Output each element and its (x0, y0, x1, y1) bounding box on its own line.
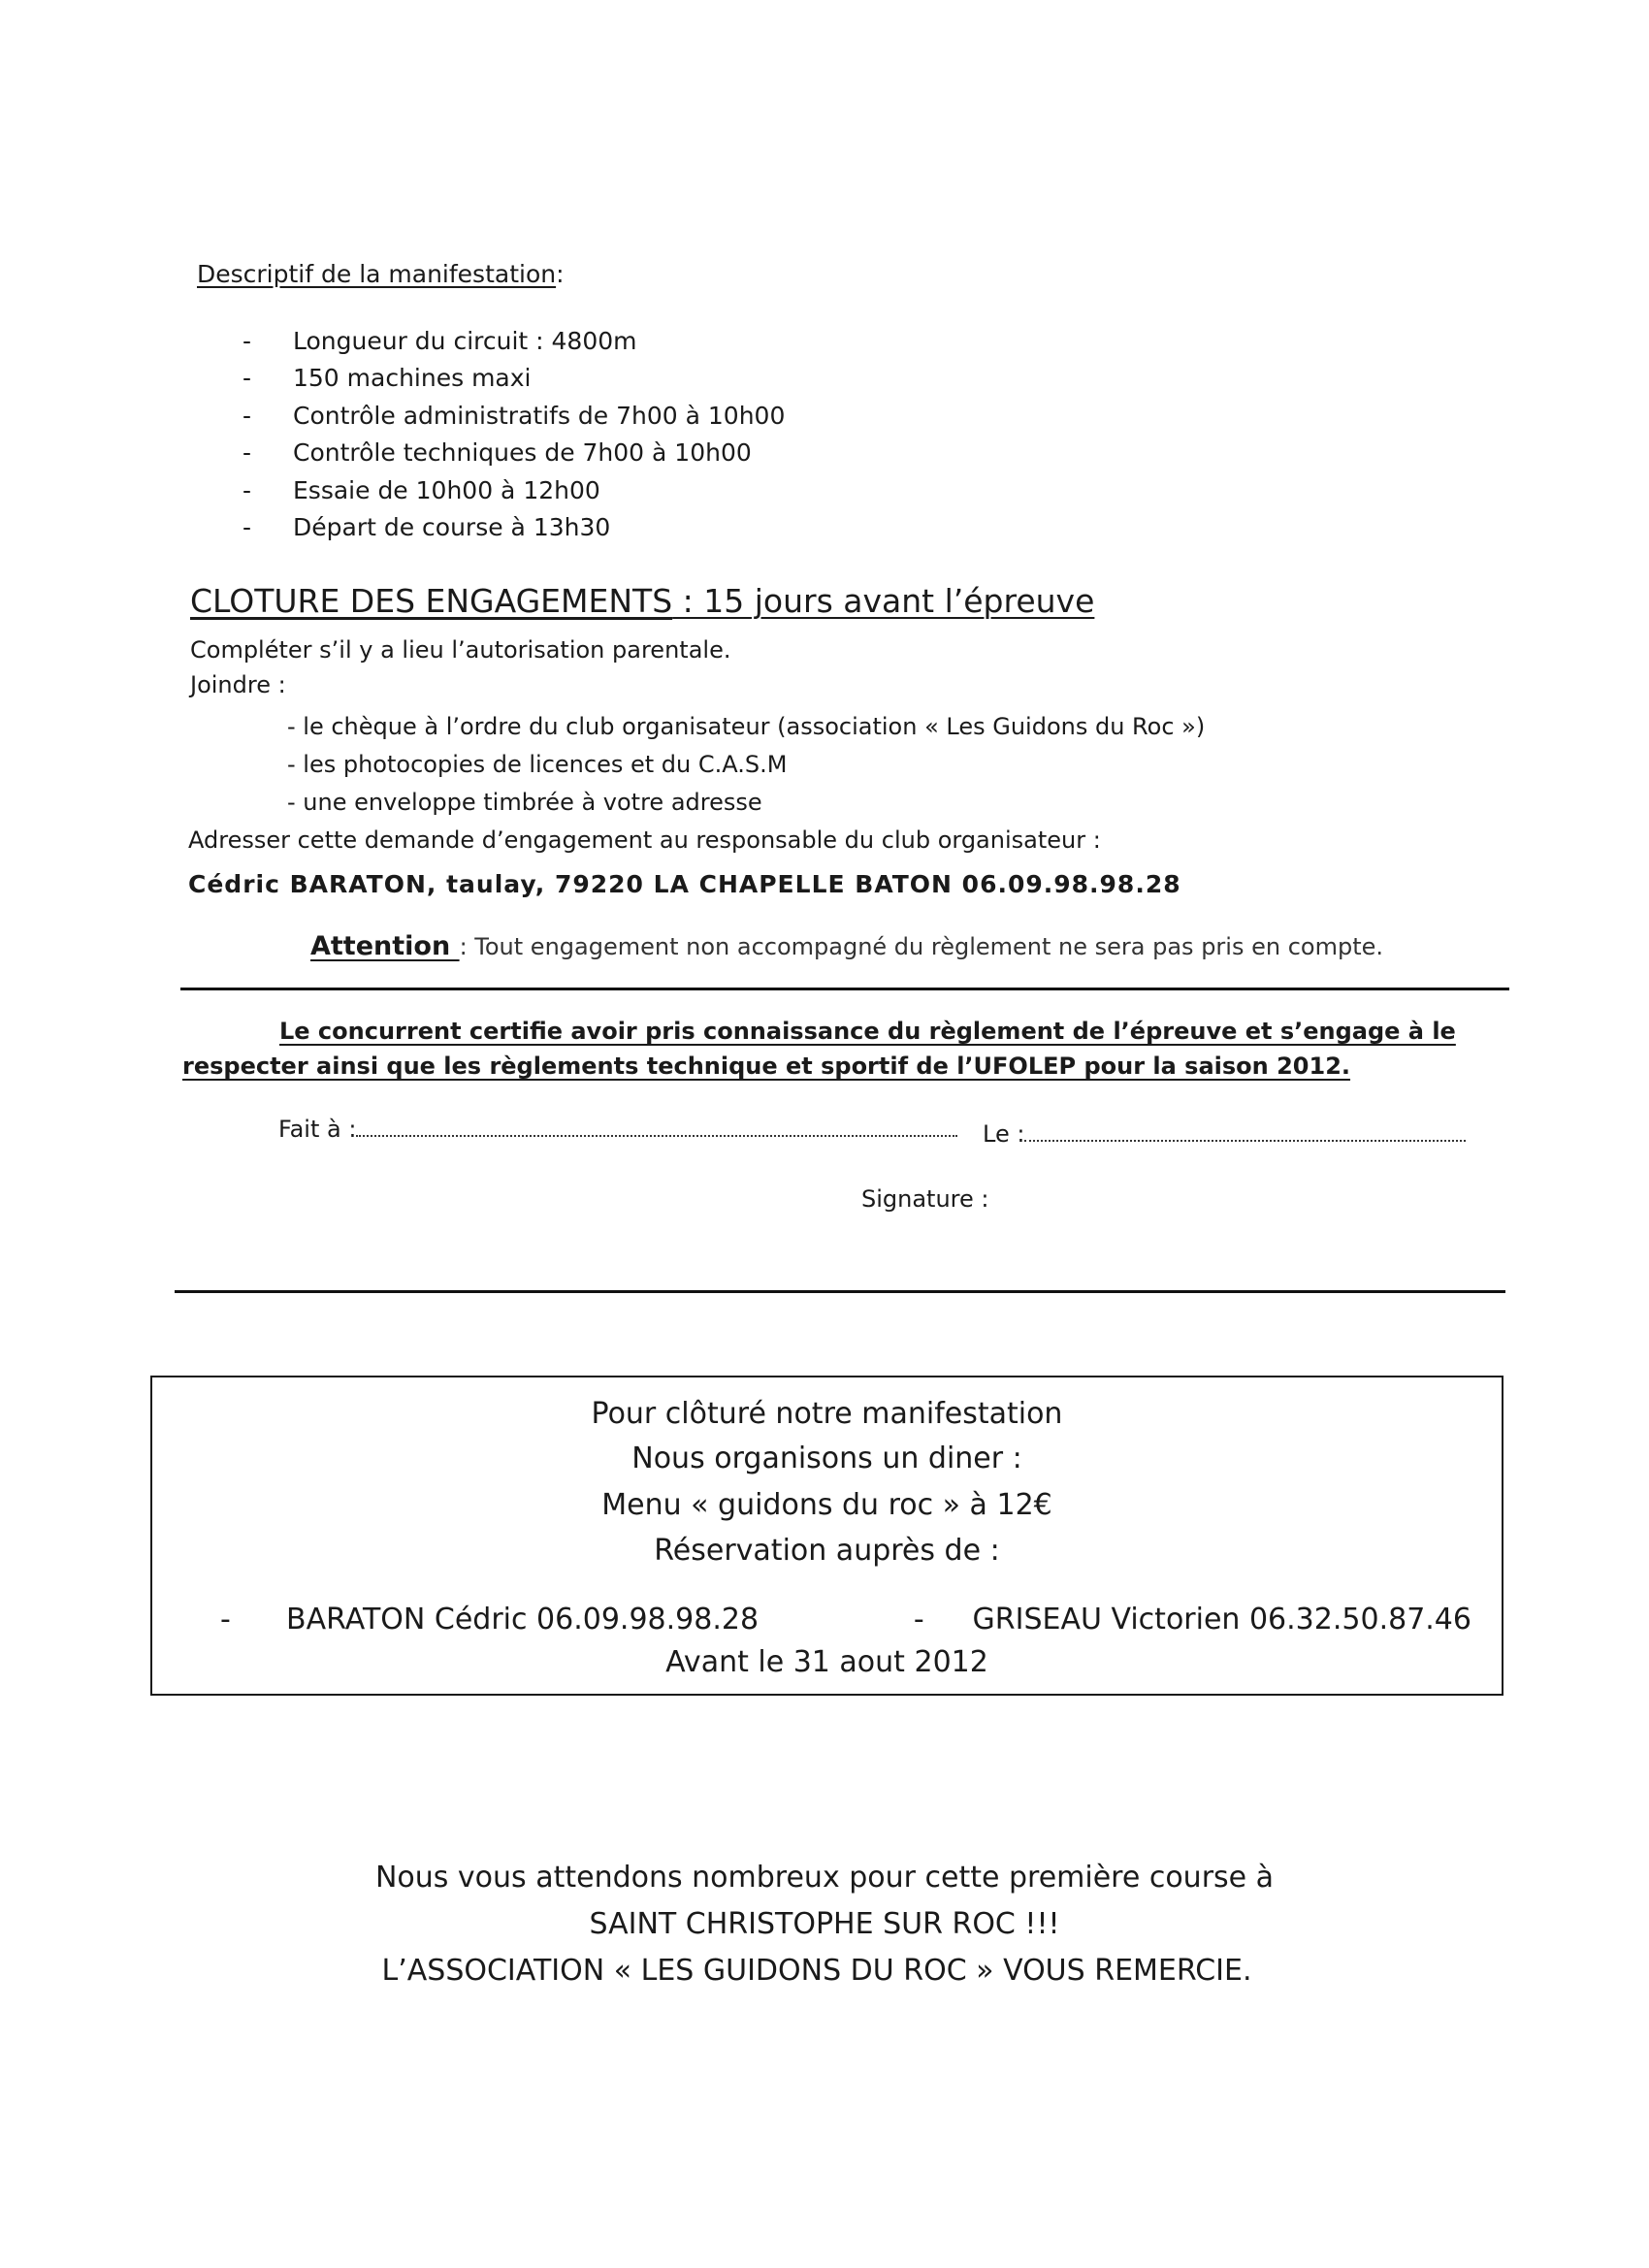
bullet-dash: - (242, 401, 252, 430)
le-dotted-line[interactable] (1024, 1124, 1466, 1142)
fait-a-dotted-line[interactable] (356, 1119, 957, 1137)
descriptif-list (242, 322, 785, 546)
divider (180, 988, 1509, 990)
bullet-dash: - (242, 438, 252, 468)
signature-label: Signature : (861, 1185, 989, 1213)
responsable-line: Cédric BARATON, taulay, 79220 LA CHAPELLE BATON 06.09.98.98.28 (188, 870, 1181, 898)
closing-line-1: Nous vous attendons nombreux pour cette première course à (374, 1861, 1275, 1895)
diner-line-4: Réservation auprès de : (654, 1534, 1000, 1568)
list-item-text: 150 machines maxi (293, 364, 532, 393)
certification-body: Le concurrent certifie avoir pris connaissance du règlement de l’épreuve et s’engage à le respecter ainsi que les règlements technique et sportif de l’UFOLEP pour la saison 2012. (182, 1018, 1456, 1080)
list-item-text: Contrôle techniques de 7h00 à 10h00 (293, 438, 752, 468)
list-item (242, 435, 785, 472)
list-item (242, 360, 785, 398)
descriptif-title-suffix: : (556, 260, 565, 288)
attention-line (310, 931, 1383, 961)
bullet-dash: - (242, 475, 252, 504)
adresser-text: Adresser cette demande d’engagement au responsable du club organisateur : (188, 826, 1101, 854)
descriptif-title-text: Descriptif de la manifestation (197, 260, 557, 288)
joindre-label: Joindre : (190, 671, 286, 698)
list-item-text: Départ de course à 13h30 (293, 513, 611, 542)
attention-message: : Tout engagement non accompagné du règlement ne sera pas pris en compte. (459, 933, 1383, 960)
closing-line-3: L’ASSOCIATION « LES GUIDONS DU ROC » VOUS REMERCIE. (381, 1954, 1252, 1988)
certification-text (182, 1014, 1482, 1084)
list-item (242, 322, 785, 360)
contact-griseau: GRISEAU Victorien 06.32.50.87.46 (972, 1603, 1471, 1636)
list-item-text: Contrôle administratifs de 7h00 à 10h00 (293, 401, 786, 430)
bullet-dash: - (242, 513, 252, 542)
cloture-heading (190, 582, 1094, 620)
diner-contacts (220, 1603, 1471, 1636)
piece-item: - les photocopies de licences et du C.A.S.M (287, 751, 788, 778)
cloture-heading-part2: : 15 jours avant l’épreuve (672, 582, 1095, 620)
diner-line-1: Pour clôturé notre manifestation (591, 1397, 1063, 1431)
fait-a-field[interactable] (278, 1116, 957, 1143)
list-item (242, 509, 785, 547)
descriptif-title (197, 260, 565, 288)
autorisation-text: Compléter s’il y a lieu l’autorisation parentale. (190, 636, 731, 664)
list-item (242, 471, 785, 509)
divider (175, 1290, 1505, 1293)
closing-line-2: SAINT CHRISTOPHE SUR ROC !!! (589, 1907, 1060, 1941)
list-item-text: Longueur du circuit : 4800m (293, 326, 637, 355)
piece-item: - une enveloppe timbrée à votre adresse (287, 789, 762, 816)
fait-a-label: Fait à : (278, 1116, 357, 1143)
list-item-text: Essaie de 10h00 à 12h00 (293, 475, 600, 504)
bullet-dash: - (242, 364, 252, 393)
contact-separator: - (913, 1603, 924, 1636)
contact-baraton: - BARATON Cédric 06.09.98.98.28 (220, 1603, 760, 1636)
list-item (242, 397, 785, 435)
diner-line-2: Nous organisons un diner : (631, 1442, 1022, 1475)
le-label: Le : (983, 1120, 1025, 1148)
piece-item: - le chèque à l’ordre du club organisateur (association « Les Guidons du Roc ») (287, 713, 1206, 740)
diner-box (150, 1376, 1504, 1696)
diner-line-3: Menu « guidons du roc » à 12€ (601, 1488, 1052, 1522)
diner-deadline: Avant le 31 aout 2012 (665, 1645, 988, 1679)
attention-label: Attention (310, 931, 460, 961)
cloture-heading-part1: CLOTURE DES ENGAGEMENTS (190, 582, 673, 620)
bullet-dash: - (242, 326, 252, 355)
le-field[interactable] (983, 1120, 1466, 1148)
